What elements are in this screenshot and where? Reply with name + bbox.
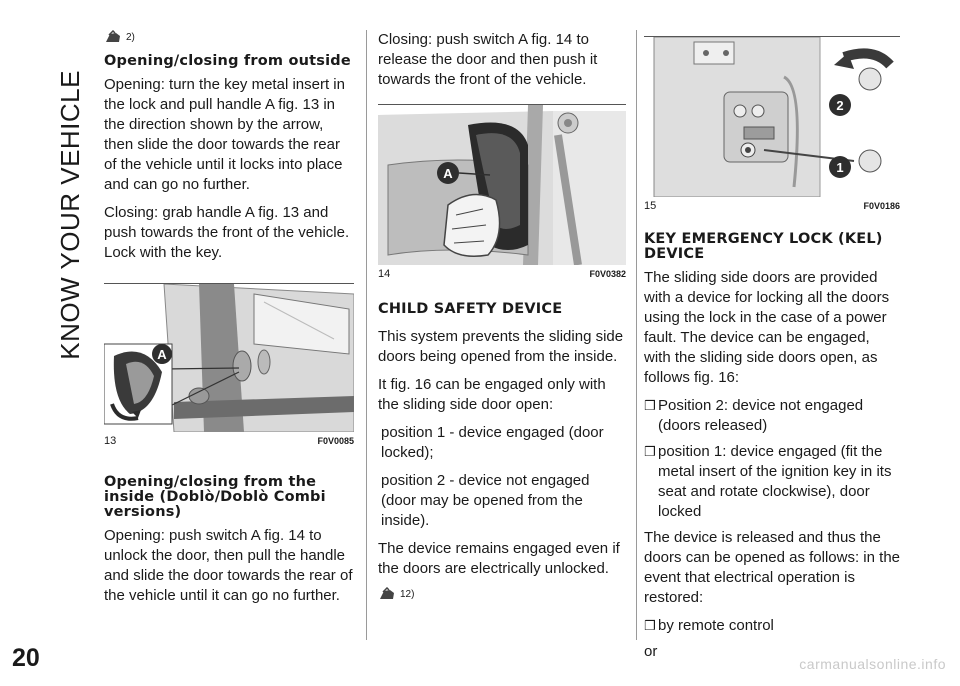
list-item: ❒ by remote control bbox=[644, 617, 774, 634]
warning-hand-icon bbox=[104, 30, 122, 44]
paragraph: position 2 - device not engaged (door may be opened from the inside). bbox=[381, 472, 590, 529]
section-title: KNOW YOUR VEHICLE bbox=[54, 70, 85, 360]
watermark: carmanualsonline.info bbox=[799, 656, 946, 672]
interior-door-switch-illustration bbox=[378, 105, 626, 265]
column-divider-1 bbox=[366, 30, 367, 640]
figure-15 bbox=[644, 36, 900, 212]
column-3 bbox=[644, 30, 900, 670]
figure-caption: 14 F0V0382 bbox=[378, 268, 626, 280]
paragraph: Opening: turn the key metal insert in the lock and pull handle A fig. 13 in the direction shown by the arrow, then slide the door towards the rear of the vehicle until it locks into place and can go no further. bbox=[104, 76, 345, 193]
svg-text:A: A bbox=[443, 166, 453, 181]
child-safety-lock-illustration bbox=[644, 37, 900, 197]
figure-14 bbox=[378, 104, 626, 280]
figure-caption: 15 F0V0186 bbox=[644, 200, 900, 212]
paragraph: Closing: push switch A fig. 14 to release the door and then push it towards the front of the vehicle. bbox=[378, 31, 598, 88]
heading-opening-closing-inside: Opening/closing from the inside (Doblò/Doblò Combi versions) bbox=[104, 474, 326, 520]
figure-13 bbox=[104, 283, 354, 447]
paragraph: This system prevents the sliding side doors being opened from the inside. bbox=[378, 328, 624, 365]
svg-text:A: A bbox=[157, 347, 167, 362]
paragraph: The device is released and thus the doors can be opened as follows: in the event that electrical operation is restored: bbox=[644, 529, 901, 606]
sliding-door-handle-illustration bbox=[104, 284, 354, 432]
column-2 bbox=[378, 30, 626, 611]
heading-key-emergency-lock: KEY EMERGENCY LOCK (KEL) DEVICE bbox=[644, 231, 883, 262]
warning-hand-icon bbox=[378, 587, 396, 601]
figure-caption: 13 F0V0085 bbox=[104, 435, 354, 447]
paragraph: The device remains engaged even if the doors are electrically unlocked. bbox=[378, 540, 620, 577]
column-divider-2 bbox=[636, 30, 637, 640]
paragraph: Closing: grab handle A fig. 13 and push towards the front of the vehicle. Lock with the key. bbox=[104, 204, 350, 261]
list-item: ❒ Position 2: device not engaged (doors released) bbox=[644, 397, 864, 434]
paragraph: Opening: push switch A fig. 14 to unlock the door, then pull the handle and slide the door towards the rear of the vehicle until it can go no further. bbox=[104, 527, 353, 604]
page-number: 20 bbox=[12, 644, 40, 672]
list-item: ❒ position 1: device engaged (fit the metal insert of the ignition key in its seat and rotate clockwise), door locked bbox=[644, 443, 892, 520]
svg-text:2: 2 bbox=[836, 98, 844, 113]
heading-child-safety-device: CHILD SAFETY DEVICE bbox=[378, 301, 563, 317]
paragraph: The sliding side doors are provided with a device for locking all the doors using the lock in the case of a power fault. The device can be engaged, with the sliding side doors open, as follows fig. 16: bbox=[644, 269, 890, 386]
paragraph: position 1 - device engaged (door locked); bbox=[381, 424, 604, 461]
column-1 bbox=[104, 30, 354, 614]
paragraph: It fig. 16 can be engaged only with the sliding side door open: bbox=[378, 376, 606, 413]
svg-text:1: 1 bbox=[836, 160, 844, 175]
paragraph: or bbox=[644, 643, 658, 660]
heading-opening-closing-outside: Opening/closing from outside bbox=[104, 53, 351, 69]
warning-reference: 2) bbox=[104, 30, 354, 44]
warning-reference: 12) bbox=[378, 587, 626, 601]
